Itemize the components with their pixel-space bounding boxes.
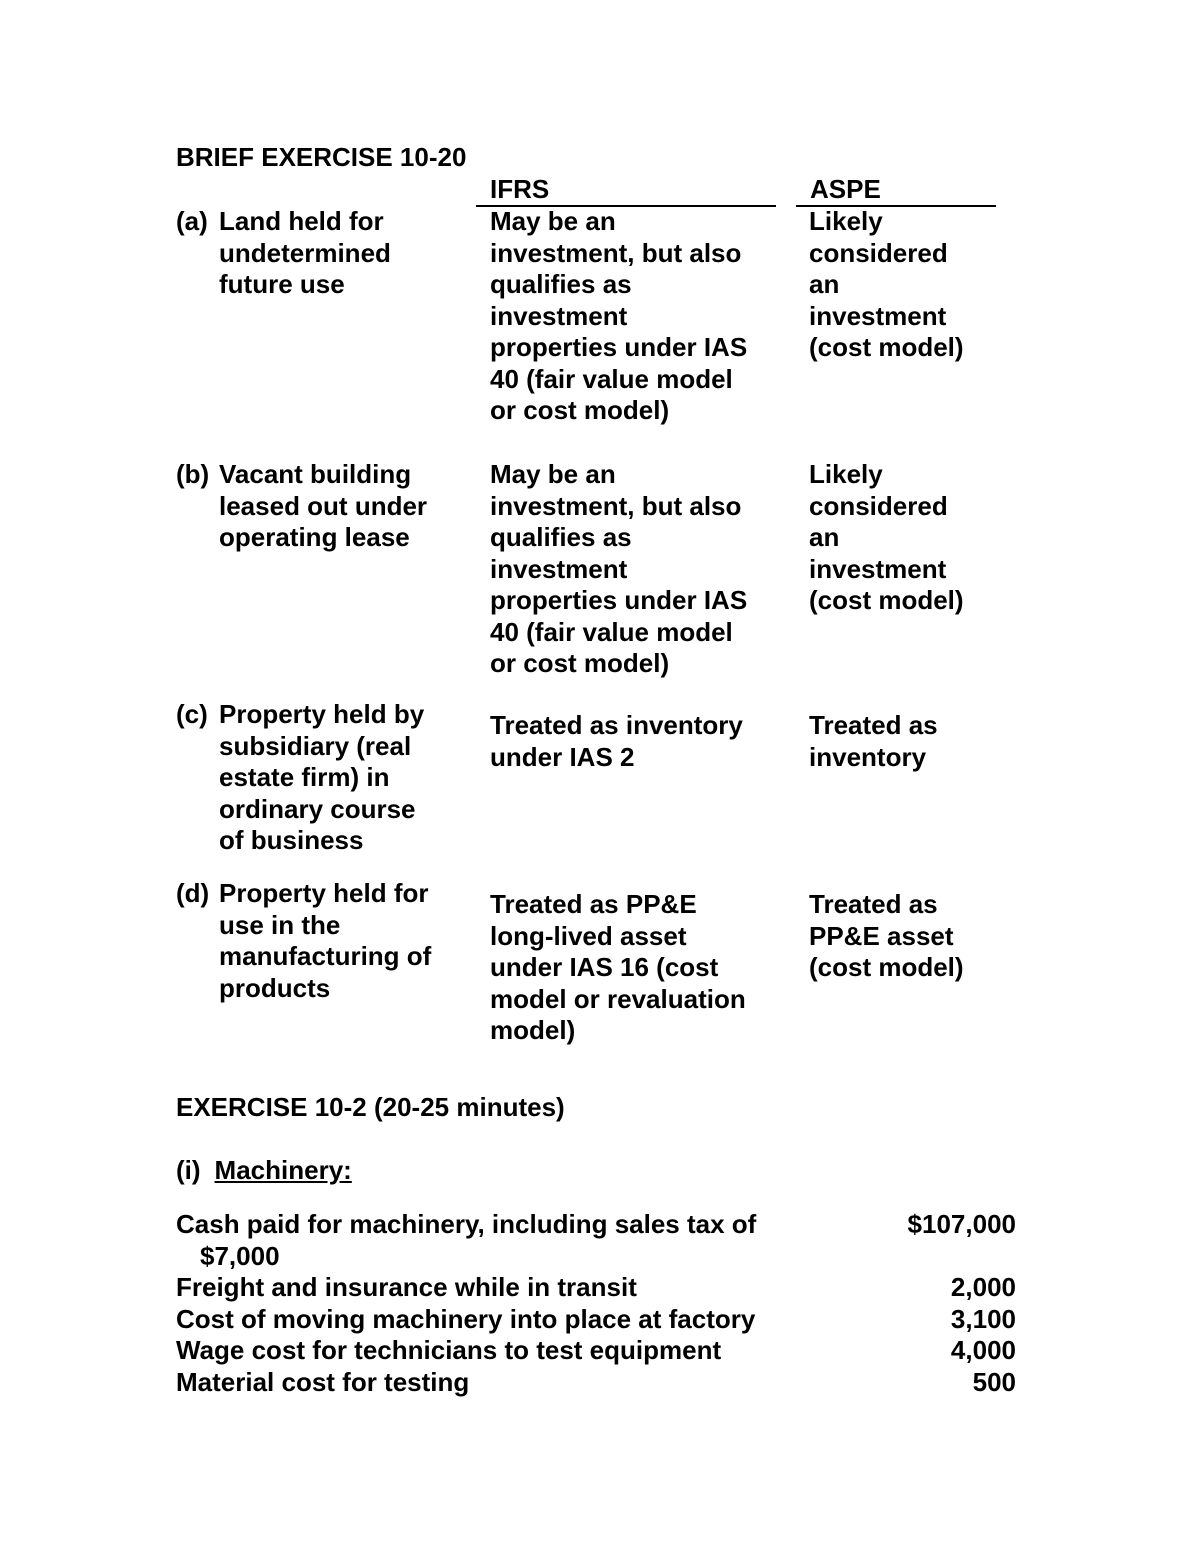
aspe-line: considered: [809, 237, 948, 268]
ifrs-line: May be an: [490, 206, 616, 236]
cost-amount: 500: [972, 1366, 1016, 1397]
row-label: (b): [176, 459, 210, 489]
ifrs-line: or cost model): [490, 648, 670, 678]
part-title: Machinery:: [214, 1155, 352, 1185]
exercise-title: EXERCISE 10-2 (20-25 minutes): [176, 1092, 565, 1122]
ifrs-line: 40 (fair value model: [490, 616, 733, 647]
item-cell: [176, 206, 466, 301]
aspe-line: PP&E asset: [809, 920, 954, 951]
cost-amount: 4,000: [950, 1335, 1016, 1365]
aspe-line: investment: [809, 300, 947, 331]
column-header-ifrs-label: IFRS: [490, 174, 550, 204]
ifrs-line: under IAS 2: [490, 741, 635, 772]
aspe-cell: [809, 889, 999, 984]
ifrs-line: under IAS 16 (cost: [490, 952, 719, 982]
item-line: leased out under: [219, 490, 428, 521]
ifrs-cell: [490, 889, 780, 1047]
ifrs-line: qualifies as: [490, 269, 632, 299]
brief-exercise-title: BRIEF EXERCISE 10-20: [176, 142, 467, 172]
item-line: Vacant building: [219, 459, 412, 489]
part-label: (i): [176, 1155, 201, 1185]
item-line: ordinary course: [219, 793, 416, 824]
cost-description-text: Cash paid for machinery, including sales tax of: [176, 1209, 757, 1239]
aspe-line: investment: [809, 553, 947, 584]
aspe-line: Likely: [809, 206, 883, 236]
ifrs-line: properties under IAS: [490, 332, 748, 362]
aspe-line: considered: [809, 490, 948, 521]
ifrs-line: investment: [490, 300, 628, 331]
cost-amount: 2,000: [950, 1272, 1016, 1302]
item-line: of business: [219, 825, 364, 855]
aspe-line: (cost model): [809, 585, 964, 615]
item-line: future use: [219, 269, 345, 299]
aspe-line: (cost model): [809, 952, 964, 982]
aspe-line: Treated as: [809, 710, 938, 740]
cost-row: [176, 1367, 1016, 1399]
ifrs-line: investment, but also: [490, 237, 742, 268]
cost-description: Material cost for testing: [176, 1366, 470, 1397]
aspe-line: Treated as: [809, 889, 938, 919]
ifrs-line: long-lived asset: [490, 920, 687, 951]
item-line: undetermined: [219, 237, 391, 268]
ifrs-line: Treated as inventory: [490, 710, 743, 740]
item-line: Land held for: [219, 206, 384, 236]
ifrs-cell: [490, 710, 780, 773]
item-line: estate firm) in: [219, 762, 390, 792]
aspe-line: (cost model): [809, 332, 964, 362]
ifrs-line: investment: [490, 553, 628, 584]
ifrs-line: Treated as PP&E: [490, 889, 697, 919]
ifrs-cell: [490, 459, 780, 680]
row-label: (d): [176, 878, 210, 908]
part-heading: [176, 1155, 352, 1187]
cost-description: [176, 1209, 756, 1272]
cost-row: [176, 1304, 1016, 1336]
ifrs-line: or cost model): [490, 395, 670, 425]
aspe-cell: [809, 710, 999, 773]
ifrs-line: model): [490, 1015, 576, 1045]
aspe-line: an: [809, 269, 840, 299]
item-line: products: [219, 972, 331, 1003]
column-header-aspe: [796, 174, 996, 207]
cost-description-continuation: $7,000: [200, 1240, 280, 1271]
ifrs-line: 40 (fair value model: [490, 363, 733, 394]
cost-amount: 3,100: [950, 1303, 1016, 1334]
ifrs-cell: [490, 206, 780, 427]
column-header-aspe-label: ASPE: [810, 174, 881, 204]
item-line: Property held by: [219, 699, 425, 729]
ifrs-line: properties under IAS: [490, 585, 748, 615]
aspe-line: Likely: [809, 459, 883, 489]
cost-description: Freight and insurance while in transit: [176, 1272, 637, 1302]
row-label: (c): [176, 699, 208, 729]
ifrs-line: investment, but also: [490, 490, 742, 521]
aspe-line: an: [809, 522, 840, 552]
column-header-ifrs: [476, 174, 776, 207]
cost-row: [176, 1335, 1016, 1367]
cost-description: Cost of moving machinery into place at factory: [176, 1303, 756, 1334]
ifrs-line: qualifies as: [490, 522, 632, 552]
cost-row: [176, 1272, 1016, 1304]
ifrs-line: model or revaluation: [490, 983, 746, 1014]
ifrs-line: May be an: [490, 459, 616, 489]
cost-amount: $107,000: [907, 1209, 1016, 1239]
aspe-cell: [809, 206, 999, 364]
item-cell: [176, 878, 466, 1004]
aspe-cell: [809, 459, 999, 617]
row-label: (a): [176, 206, 208, 236]
item-line: operating lease: [219, 522, 410, 552]
item-cell: [176, 459, 466, 554]
item-line: Property held for: [219, 878, 429, 908]
item-cell: [176, 699, 466, 857]
item-line: manufacturing of: [219, 941, 432, 971]
aspe-line: inventory: [809, 741, 927, 772]
cost-description: Wage cost for technicians to test equipment: [176, 1335, 722, 1365]
item-line: use in the: [219, 909, 341, 940]
item-line: subsidiary (real: [219, 730, 412, 761]
cost-list: [176, 1209, 1016, 1398]
cost-row: [176, 1209, 1016, 1272]
